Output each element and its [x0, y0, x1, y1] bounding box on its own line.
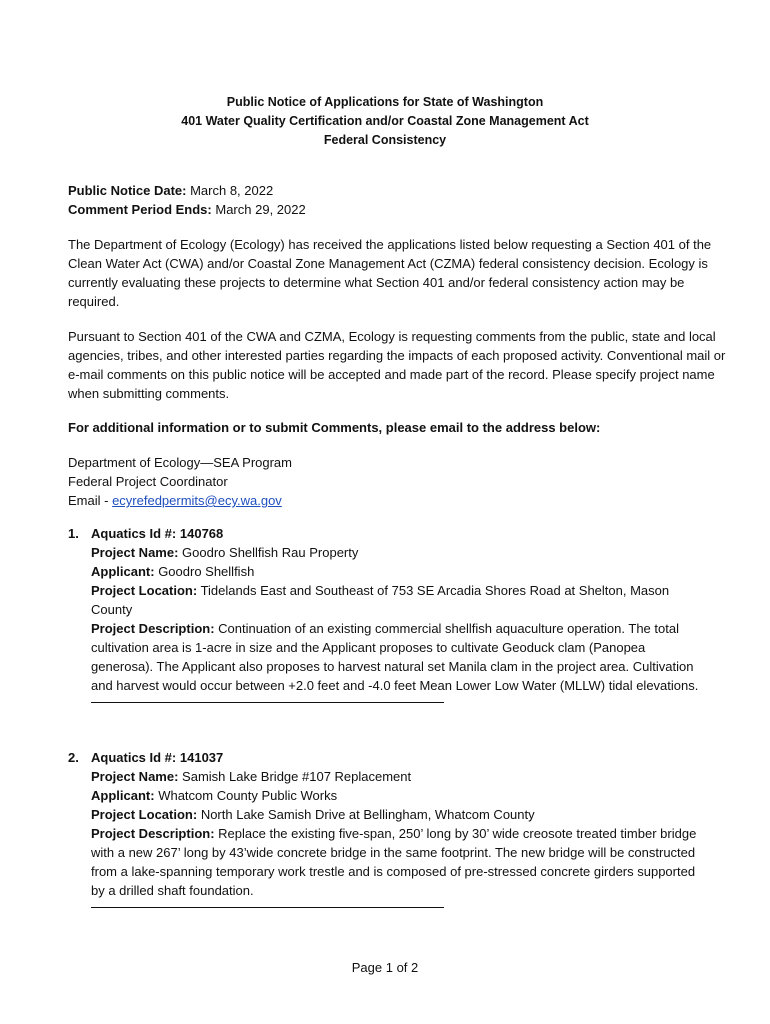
project-location-value: North Lake Samish Drive at Bellingham, Whatcom County	[200, 807, 535, 822]
separator-line	[91, 702, 444, 703]
separator-line	[91, 907, 444, 908]
aquatics-id-label: Aquatics Id #:	[91, 750, 177, 765]
applicant-value: Whatcom County Public Works	[158, 788, 338, 803]
project-name-label: Project Name:	[91, 545, 179, 560]
applicant-label: Applicant:	[91, 788, 155, 803]
applicant-row	[91, 562, 701, 581]
notice-title	[0, 93, 770, 150]
project-description-value: Continuation of an existing commercial shellfish aquaculture operation. The total cultivation area is 1-acre in size and the Applicant proposes to cultivate Geoduck clam (Panopea generosa). The Applicant also proposes to harvest natural set Manila clam in the project area. Cultivation and harvest would occur between +2.0 feet and -4.0 feet Mean Lower Low Water (MLLW) tidal elevations.	[91, 621, 699, 693]
contact-block	[68, 453, 728, 510]
aquatics-id-value: 140768	[179, 526, 224, 541]
project-description-value: Replace the existing five-span, 250’ long by 30’ wide creosote treated timber bridge with a new 267’ long by 43’wide concrete bridge in the same footprint. The new bridge will be constructed from a lake-spanning temporary work trestle and is composed of pre-stressed concrete girders supported by a drilled shaft foundation.	[91, 826, 697, 898]
comment-period-row	[68, 200, 728, 219]
applicant-value: Goodro Shellfish	[158, 564, 255, 579]
project-description-row	[91, 619, 701, 695]
aquatics-id-row	[91, 748, 701, 767]
aquatics-id-label: Aquatics Id #:	[91, 526, 177, 541]
applicant-label: Applicant:	[91, 564, 155, 579]
page-number: Page 1 of 2	[351, 960, 419, 975]
email-link[interactable]: ecyrefedpermits@ecy.wa.gov	[112, 493, 282, 508]
notice-dates	[68, 181, 728, 219]
project-location-value: Tidelands East and Southeast of 753 SE Arcadia Shores Road at Shelton, Mason County	[91, 583, 670, 617]
aquatics-id-value: 141037	[179, 750, 224, 765]
project-details	[91, 524, 701, 703]
additional-info-heading: For additional information or to submit Comments, please email to the address below:	[68, 420, 601, 435]
applicant-row	[91, 786, 701, 805]
project-name-value: Goodro Shellfish Rau Property	[182, 545, 359, 560]
comments-paragraph: Pursuant to Section 401 of the CWA and CZMA, Ecology is requesting comments from the public, state and local agencies, tribes, and other interested parties regarding the impacts of each proposed activity. Conventional mail or e-mail comments on this public notice will be accepted and made part of the record. Please specify project name when submitting comments.	[68, 329, 726, 401]
comment-period-value: March 29, 2022	[215, 202, 306, 217]
project-location-label: Project Location:	[91, 583, 198, 598]
project-description-label: Project Description:	[91, 826, 215, 841]
project-number: 2.	[68, 750, 79, 765]
project-name-row	[91, 543, 701, 562]
intro-paragraph: The Department of Ecology (Ecology) has received the applications listed below requesting a Section 401 of the Clean Water Act (CWA) and/or Coastal Zone Management Act (CZMA) federal consistency decision. Ecology is currently evaluating these projects to determine what Section 401 and/or federal consistency action may be required.	[68, 237, 712, 309]
project-number: 1.	[68, 526, 79, 541]
project-item-1	[68, 524, 728, 703]
project-location-row	[91, 581, 701, 619]
project-item-2	[68, 748, 728, 908]
title-line-1: Public Notice of Applications for State of Washington	[226, 95, 544, 109]
project-name-label: Project Name:	[91, 769, 179, 784]
aquatics-id-row	[91, 524, 701, 543]
project-name-value: Samish Lake Bridge #107 Replacement	[182, 769, 412, 784]
notice-date-label: Public Notice Date:	[68, 183, 187, 198]
project-name-row	[91, 767, 701, 786]
contact-role: Federal Project Coordinator	[68, 474, 228, 489]
project-description-row	[91, 824, 701, 900]
contact-department: Department of Ecology—SEA Program	[68, 455, 292, 470]
notice-date-value: March 8, 2022	[190, 183, 274, 198]
comment-period-label: Comment Period Ends:	[68, 202, 212, 217]
project-description-label: Project Description:	[91, 621, 215, 636]
notice-date-row	[68, 181, 728, 200]
email-label: Email -	[68, 493, 113, 508]
project-location-row	[91, 805, 701, 824]
contact-email-row	[68, 491, 728, 510]
title-line-3: Federal Consistency	[323, 133, 447, 147]
project-location-label: Project Location:	[91, 807, 198, 822]
project-details	[91, 748, 701, 908]
title-line-2: 401 Water Quality Certification and/or Coastal Zone Management Act	[181, 114, 589, 128]
